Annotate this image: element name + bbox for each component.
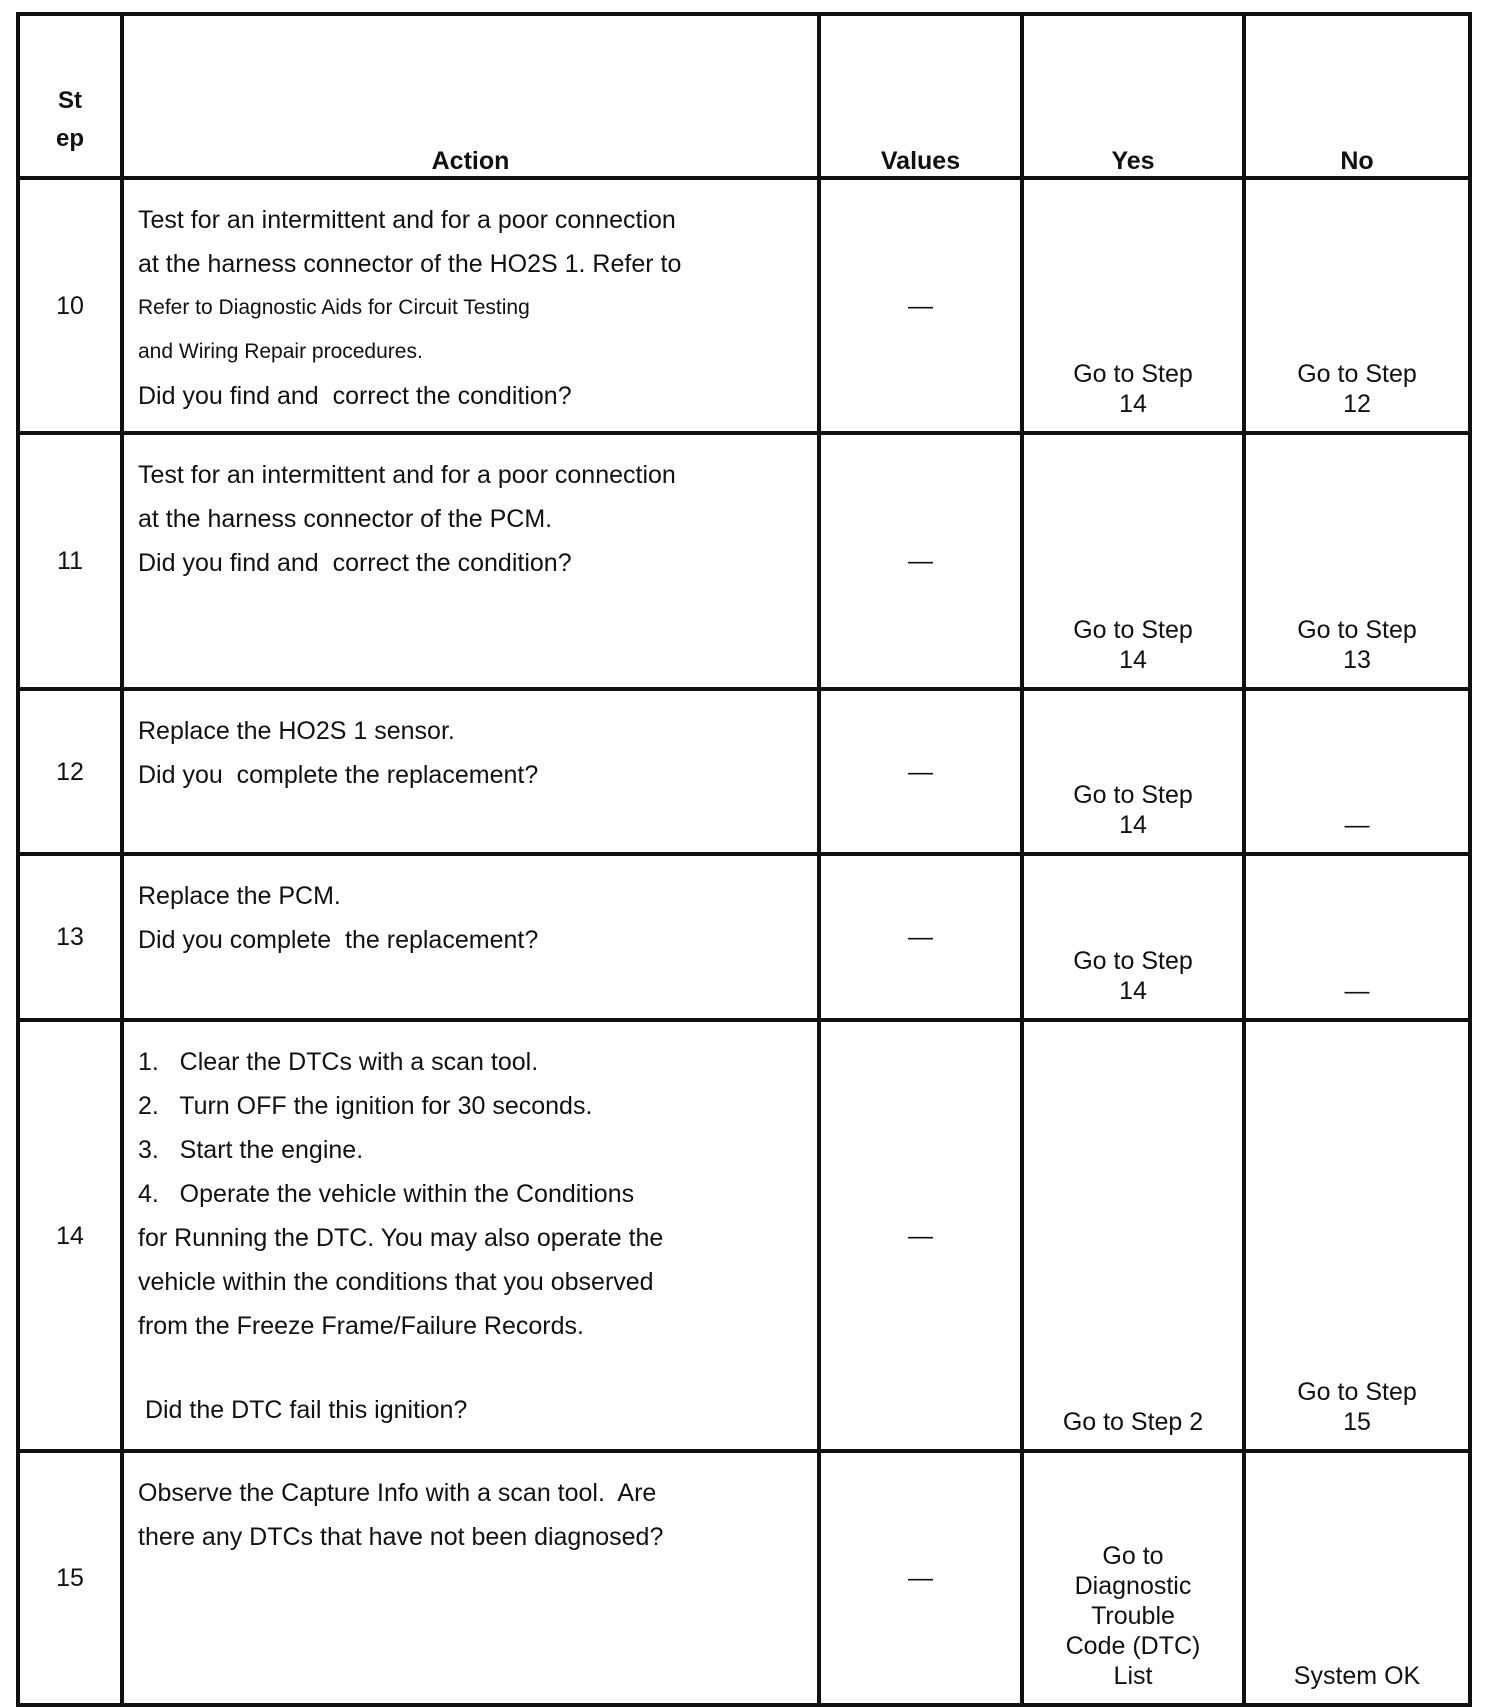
diagnostic-table-page xyxy=(16,12,1472,1707)
step-number: 12 xyxy=(18,689,122,854)
no-cell xyxy=(1244,854,1470,1020)
action-line: Refer to Diagnostic Aids for Circuit Testing xyxy=(138,296,530,319)
action-spacer xyxy=(138,1348,807,1388)
action-line: 4. Operate the vehicle within the Conditions xyxy=(138,1180,635,1208)
action-line: Did you complete the replacement? xyxy=(138,761,539,789)
action-line: 1. Clear the DTCs with a scan tool. xyxy=(138,1048,539,1076)
step-number: 14 xyxy=(18,1020,122,1451)
header-row xyxy=(18,14,1470,178)
yes-line: List xyxy=(1113,1662,1153,1690)
no-line: 15 xyxy=(1343,1408,1371,1436)
yes-line: Go to Step xyxy=(1073,947,1193,975)
action-line: Test for an intermittent and for a poor connection xyxy=(138,206,676,234)
action-line: Replace the HO2S 1 sensor. xyxy=(138,717,455,745)
yes-cell xyxy=(1022,433,1244,689)
table-row xyxy=(18,433,1470,689)
yes-cell xyxy=(1022,178,1244,433)
values-cell: — xyxy=(819,433,1022,689)
step-number: 10 xyxy=(18,178,122,433)
action-line: and Wiring Repair procedures. xyxy=(138,340,423,363)
action-line: Did you complete the replacement? xyxy=(138,926,539,954)
action-cell xyxy=(122,178,819,433)
step-number: 15 xyxy=(18,1451,122,1705)
header-step-line2: ep xyxy=(55,125,84,152)
yes-line: 14 xyxy=(1119,977,1147,1005)
no-cell xyxy=(1244,178,1470,433)
table-row xyxy=(18,689,1470,854)
action-line: there any DTCs that have not been diagnosed? xyxy=(138,1523,664,1551)
values-cell: — xyxy=(819,689,1022,854)
values-cell: — xyxy=(819,854,1022,1020)
action-line: at the harness connector of the PCM. xyxy=(138,505,553,533)
step-number: 11 xyxy=(18,433,122,689)
header-step xyxy=(18,14,122,178)
yes-line: 14 xyxy=(1119,646,1147,674)
values-cell: — xyxy=(819,178,1022,433)
yes-line: Go to Step xyxy=(1073,781,1193,809)
no-line: System OK xyxy=(1293,1662,1421,1690)
header-no: No xyxy=(1244,14,1470,178)
step-number: 13 xyxy=(18,854,122,1020)
yes-line: Go to Step 2 xyxy=(1062,1408,1204,1436)
diagnostic-steps-table xyxy=(16,12,1472,1707)
yes-cell xyxy=(1022,689,1244,854)
action-line: 2. Turn OFF the ignition for 30 seconds. xyxy=(138,1092,593,1120)
yes-line: Go to Step xyxy=(1073,616,1193,644)
no-cell xyxy=(1244,1020,1470,1451)
values-cell: — xyxy=(819,1451,1022,1705)
table-row xyxy=(18,1020,1470,1451)
no-line: Go to Step xyxy=(1297,360,1417,388)
no-cell xyxy=(1244,1451,1470,1705)
no-line: 12 xyxy=(1343,390,1371,418)
header-yes: Yes xyxy=(1022,14,1244,178)
yes-line: Trouble xyxy=(1091,1602,1175,1630)
action-line: Did you find and correct the condition? xyxy=(138,382,572,410)
action-cell xyxy=(122,689,819,854)
action-cell xyxy=(122,1020,819,1451)
yes-line: 14 xyxy=(1119,811,1147,839)
action-line: Replace the PCM. xyxy=(138,882,341,910)
header-action: Action xyxy=(122,14,819,178)
no-cell xyxy=(1244,433,1470,689)
yes-line: Code (DTC) xyxy=(1065,1632,1201,1660)
action-line: Did you find and correct the condition? xyxy=(138,549,572,577)
action-line: Test for an intermittent and for a poor connection xyxy=(138,461,676,489)
no-line: — xyxy=(1344,977,1370,1005)
action-cell xyxy=(122,1451,819,1705)
action-line: for Running the DTC. You may also operate the xyxy=(138,1224,664,1252)
table-row xyxy=(18,178,1470,433)
header-values: Values xyxy=(819,14,1022,178)
yes-cell xyxy=(1022,1020,1244,1451)
values-cell: — xyxy=(819,1020,1022,1451)
header-step-line1: St xyxy=(58,87,82,114)
action-line: vehicle within the conditions that you observed xyxy=(138,1268,654,1296)
yes-cell xyxy=(1022,854,1244,1020)
table-row xyxy=(18,854,1470,1020)
yes-line: Go to xyxy=(1102,1542,1164,1570)
no-line: Go to Step xyxy=(1297,1378,1417,1406)
no-line: — xyxy=(1344,811,1370,839)
yes-line: Diagnostic xyxy=(1074,1572,1192,1600)
table-row xyxy=(18,1451,1470,1705)
no-line: Go to Step xyxy=(1297,616,1417,644)
action-line: 3. Start the engine. xyxy=(138,1136,364,1164)
yes-cell xyxy=(1022,1451,1244,1705)
action-line: from the Freeze Frame/Failure Records. xyxy=(138,1312,584,1340)
action-line: Observe the Capture Info with a scan tool. Are xyxy=(138,1479,657,1507)
yes-line: Go to Step xyxy=(1073,360,1193,388)
action-cell xyxy=(122,854,819,1020)
no-line: 13 xyxy=(1343,646,1371,674)
action-line: Did the DTC fail this ignition? xyxy=(138,1396,468,1424)
yes-line: 14 xyxy=(1119,390,1147,418)
action-line: at the harness connector of the HO2S 1. Refer to xyxy=(138,250,682,278)
no-cell xyxy=(1244,689,1470,854)
action-cell xyxy=(122,433,819,689)
